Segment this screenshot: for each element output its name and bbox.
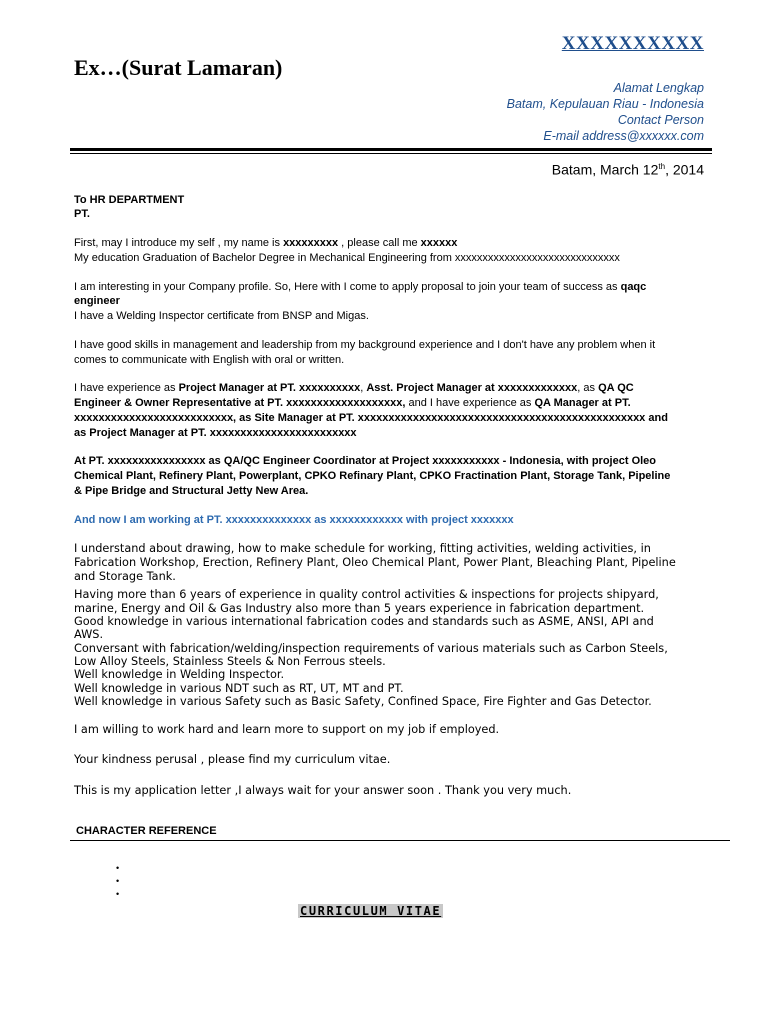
applicant-name: xxxxxxxxx <box>283 237 339 249</box>
applicant-nickname: xxxxxx <box>420 237 458 249</box>
list-item: • <box>116 876 120 886</box>
character-reference-heading: CHARACTER REFERENCE <box>76 825 217 837</box>
brand-name: XXXXXXXXXX <box>561 33 704 54</box>
experience-line: as Project Manager at PT. xxxxxxxxxxxxxxxxxxxxxxxx <box>74 427 357 439</box>
character-reference-list <box>116 862 119 901</box>
experience-role: Engineer & Owner Representative at PT. xxxxxxxxxxxxxxxxxxx, <box>74 397 406 409</box>
recipient-company: PT. <box>74 208 90 220</box>
understanding-line: Low Alloy Steels, Stainless Steels & Non Ferrous steels. <box>74 655 386 668</box>
position-line: engineer <box>74 295 120 307</box>
experience-role: QA QC <box>598 382 634 394</box>
understanding-line: Fabrication Workshop, Erection, Refinery Plant, Oleo Chemical Plant, Power Plant, Bleaching Plant, Pipeline <box>74 556 676 569</box>
experience-text: , as <box>577 382 599 394</box>
skills-line: I have good skills in management and leadership from my background experience and I don't have any problem when it <box>74 339 656 351</box>
letter-date <box>552 158 704 179</box>
experience-text: , <box>360 382 367 394</box>
section-rule <box>70 840 730 841</box>
address-line: Alamat Lengkap <box>613 81 704 95</box>
header-rule-thin <box>70 153 712 154</box>
skills-line: comes to communicate with English with oral or written. <box>74 354 345 366</box>
understanding-line: marine, Energy and Oil & Gas Industry also more than 5 years experience in fabrication department. <box>74 602 645 615</box>
recipient-line: To HR DEPARTMENT <box>74 194 185 206</box>
experience-role: QA Manager at PT. <box>534 397 631 409</box>
list-item: • <box>116 863 120 873</box>
closing-line: I am willing to work hard and learn more to support on my job if employed. <box>74 723 500 736</box>
sender-address <box>507 80 704 144</box>
understanding-line: Well knowledge in various NDT such as RT, UT, MT and PT. <box>74 682 404 695</box>
experience-role: Project Manager at PT. xxxxxxxxxx <box>178 382 361 394</box>
coordinator-line: At PT. xxxxxxxxxxxxxxxx as QA/QC Engineer Coordinator at Project xxxxxxxxxxx - Indonesia, with project Oleo <box>74 455 657 467</box>
education-line: My education Graduation of Bachelor Degree in Mechanical Engineering from xxxxxxxxxxxxxxxxxxxxxxxxxxxxxx <box>74 252 620 264</box>
intro-text: First, may I introduce my self , my name is <box>74 237 284 249</box>
understanding-line: Having more than 6 years of experience in quality control activities & inspections for projects shipyard, <box>74 588 659 601</box>
experience-line <box>74 381 634 395</box>
experience-line: xxxxxxxxxxxxxxxxxxxxxxxxxx, as Site Manager at PT. xxxxxxxxxxxxxxxxxxxxxxxxxxxxxxxxxxxxxxxxxxxxxxx and <box>74 412 668 424</box>
coordinator-line: Chemical Plant, Refinery Plant, Powerplant, CPKO Refinary Plant, CPKO Fractination Plant, Storage Tank, Pipeline <box>74 470 671 482</box>
address-line: Contact Person <box>617 113 704 127</box>
intro-text: , please call me <box>338 237 421 249</box>
position-text: qaqc <box>620 281 647 293</box>
date-text: Batam, March 12 <box>551 161 659 178</box>
experience-role: Asst. Project Manager at xxxxxxxxxxxxx <box>366 382 578 394</box>
apply-text: I am interesting in your Company profile. So, Here with I come to apply proposal to join your team of success as <box>74 281 621 293</box>
understanding-line: Conversant with fabrication/welding/inspection requirements of various materials such as Carbon Steels, <box>74 642 668 655</box>
understanding-line: I understand about drawing, how to make schedule for working, fitting activities, welding activities, in <box>74 542 651 555</box>
email-line: E-mail address@xxxxxx.com <box>543 129 704 143</box>
page-title: Ex…(Surat Lamaran) <box>74 55 283 80</box>
understanding-line: Well knowledge in various Safety such as Basic Safety, Confined Space, Fire Fighter and Gas Detector. <box>74 695 652 708</box>
current-job-line: And now I am working at PT. xxxxxxxxxxxxxx as xxxxxxxxxxxx with project xxxxxxx <box>74 514 514 526</box>
understanding-line: Well knowledge in Welding Inspector. <box>74 668 285 681</box>
closing-line: Your kindness perusal , please find my curriculum vitae. <box>74 753 391 766</box>
experience-line <box>74 396 631 410</box>
intro-line <box>74 236 457 250</box>
list-item: • <box>116 889 120 899</box>
header-rule <box>70 148 712 151</box>
understanding-line: AWS. <box>74 628 104 641</box>
experience-text: I have experience as <box>74 382 179 394</box>
date-suffix: th <box>658 162 666 171</box>
cv-heading: CURRICULUM VITAE <box>300 904 442 918</box>
apply-line <box>74 280 646 294</box>
date-year: , 2014 <box>665 161 704 178</box>
experience-text: and I have experience as <box>405 397 535 409</box>
understanding-line: and Storage Tank. <box>74 570 176 583</box>
understanding-line: Good knowledge in various international fabrication codes and standards such as ASME, ANSI, API and <box>74 615 654 628</box>
address-line: Batam, Kepulauan Riau - Indonesia <box>506 97 704 111</box>
certificate-line: I have a Welding Inspector certificate from BNSP and Migas. <box>74 310 369 322</box>
closing-line: This is my application letter ,I always wait for your answer soon . Thank you very much. <box>74 784 572 797</box>
coordinator-line: & Pipe Bridge and Structural Jetty New Area. <box>74 485 309 497</box>
